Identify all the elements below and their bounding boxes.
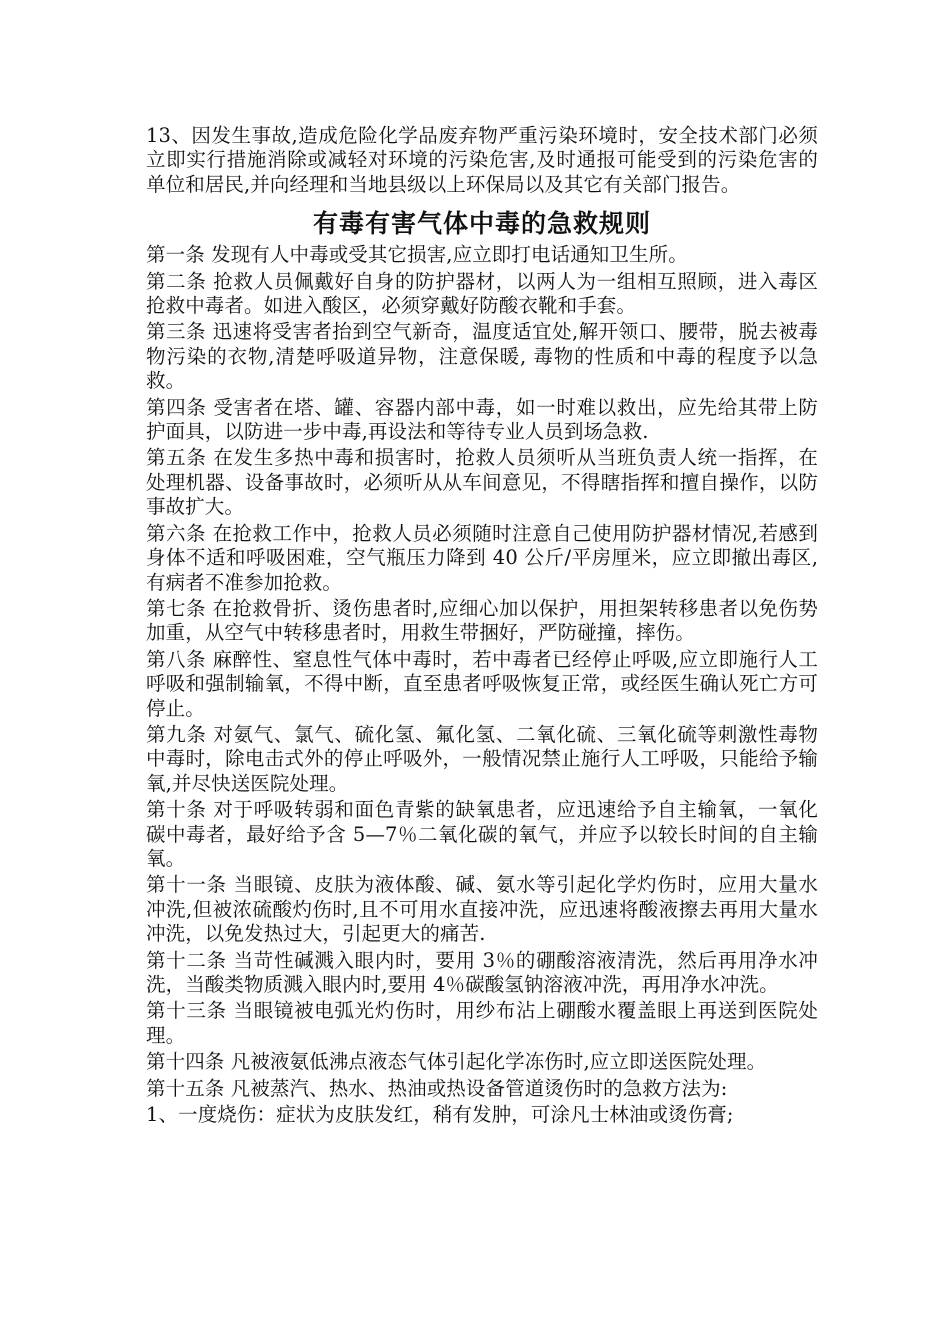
article-10: 第十条 对于呼吸转弱和面色青紫的缺氧患者，应迅速给予自主输氧，一氧化碳中毒者，最好给予含 5—7％二氧化碳的氧气，并应予以较长时间的自主输氧。 [146,798,818,870]
document-page [146,124,818,1129]
article-4: 第四条 受害者在塔、罐、容器内部中毒，如一时难以救出，应先给其带上防护面具，以防进一步中毒,再设法和等待专业人员到场急救. [146,395,818,444]
section-title: 有毒有害气体中毒的急救规则 [312,209,651,239]
article-12: 第十二条 当苛性碱溅入眼内时，要用 3％的硼酸溶液清洗，然后再用净水冲洗，当酸类物质溅入眼内时,要用 4％碳酸氢钠溶液冲洗，再用净水冲洗。 [146,948,818,996]
article-9: 第九条 对氨气、氯气、硫化氢、氟化氢、二氧化硫、三氧化硫等刺激性毒物中毒时，除电击式外的停止呼吸外，一般情况禁止施行人工呼吸，只能给予输氧,并尽快送医院处理。 [146,722,818,795]
article-11: 第十一条 当眼镜、皮肤为液体酸、碱、氨水等引起化学灼伤时，应用大量水冲洗,但被浓硫酸灼伤时,且不可用水直接冲洗，应迅速将酸液擦去再用大量水冲洗，以免发热过大，引起更大的痛苦. [146,873,818,946]
article-3: 第三条 迅速将受害者抬到空气新奇，温度适宜处,解开领口、腰带，脱去被毒物污染的衣物,清楚呼吸道异物，注意保暖, 毒物的性质和中毒的程度予以急救。 [146,320,818,393]
article-15-item-1: 1、一度烧伤：症状为皮肤发红，稍有发肿，可涂凡士林油或烫伤膏; [146,1103,734,1127]
article-8: 第八条 麻醉性、窒息性气体中毒时，若中毒者已经停止呼吸,应立即施行人工呼吸和强制输氧，不得中断，直至患者呼吸恢复正常，或经医生确认死亡方可停止。 [146,647,818,720]
article-6: 第六条 在抢救工作中，抢救人员必须随时注意自己使用防护器材情况,若感到身体不适和呼吸困难，空气瓶压力降到 40 公斤/平房厘米，应立即撤出毒区,有病者不准参加抢救。 [146,521,818,594]
article-7: 第七条 在抢救骨折、烫伤患者时,应细心加以保护，用担架转移患者以免伤势加重，从空气中转移患者时，用救生带捆好，严防碰撞，摔伤。 [146,596,818,645]
article-5: 第五条 在发生多热中毒和损害时，抢救人员须听从当班负责人统一指挥，在处理机器、设备事故时，必须听从从车间意见，不得瞎指挥和擅自操作，以防事故扩大。 [146,446,818,519]
article-14: 第十四条 凡被液氨低沸点液态气体引起化学冻伤时,应立即送医院处理。 [146,1050,767,1074]
article-13: 第十三条 当眼镜被电弧光灼伤时，用纱布沾上硼酸水覆盖眼上再送到医院处理。 [146,999,818,1047]
intro-paragraph: 13、因发生事故,造成危险化学品废弃物严重污染环境时，安全技术部门必须立即实行措施消除或减轻对环境的污染危害,及时通报可能受到的污染危害的单位和居民,并向经理和当地县级以上环保局以及其它有关部门报告。 [146,124,818,196]
article-2: 第二条 抢救人员佩戴好自身的防护器材，以两人为一组相互照顾，进入毒区抢救中毒者。如进入酸区，必须穿戴好防酸衣靴和手套。 [146,269,818,318]
article-1: 第一条 发现有人中毒或受其它损害,应立即打电话通知卫生所。 [146,243,688,267]
article-15: 第十五条 凡被蒸汽、热水、热油或热设备管道烫伤时的急救方法为: [146,1076,728,1100]
